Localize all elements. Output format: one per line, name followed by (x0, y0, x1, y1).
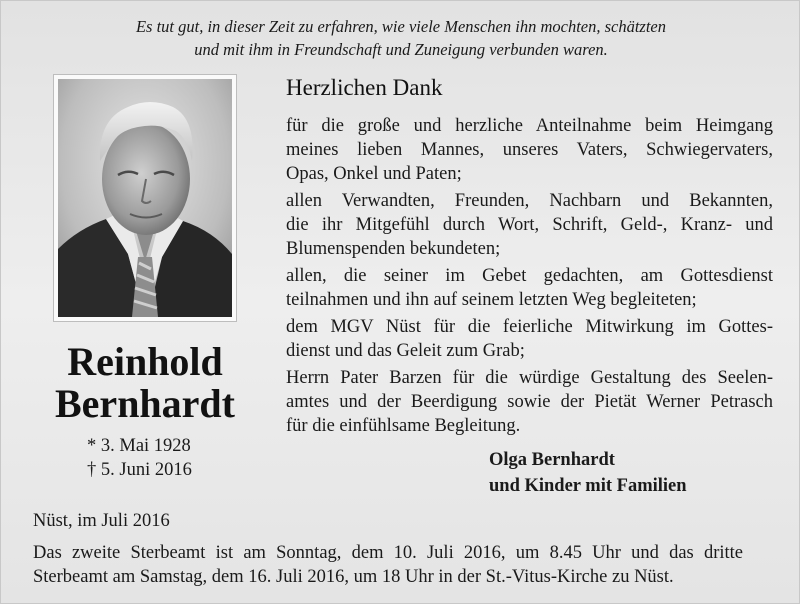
memorial-quote (1, 15, 800, 61)
text-line: allen, die seiner im Gebet gedachten, am Gottesdienst (286, 266, 773, 286)
notice-line-2: Sterbeamt am Samstag, dem 16. Juli 2016, um 18 Uhr in der St.-Vitus-Kirche zu Nüst. (33, 567, 674, 587)
text-line: allen Verwandten, Freunden, Nachbarn und Bekannten, (286, 191, 773, 211)
text-line: die ihr Mitgefühl durch Wort, Schrift, Geld-, Kranz- und (286, 215, 773, 235)
thanks-paragraph (286, 264, 773, 312)
text-line: für die einfühlsame Begleitung. (286, 416, 521, 436)
text-line: dem MGV Nüst für die feierliche Mitwirkung im Gottes- (286, 317, 773, 337)
text-line: Herrn Pater Barzen für die würdige Gestaltung des Seelen- (286, 368, 773, 388)
deceased-name (29, 341, 261, 425)
last-name: Bernhardt (55, 381, 235, 426)
thanks-heading: Herzlichen Dank (286, 75, 443, 100)
signature (489, 447, 687, 499)
text-line: Opas, Onkel und Paten; (286, 164, 462, 184)
life-dates (87, 434, 267, 482)
thanks-paragraph (286, 366, 773, 438)
thanks-paragraph (286, 189, 773, 261)
notice-line-1: Das zweite Sterbeamt ist am Sonntag, dem 10. Juli 2016, um 8.45 Uhr und das dritte (33, 543, 743, 563)
signature-family: und Kinder mit Familien (489, 476, 687, 496)
thanks-paragraph (286, 114, 773, 186)
death-date: † 5. Juni 2016 (87, 460, 192, 480)
service-notice (33, 541, 743, 589)
text-line: dienst und das Geleit zum Grab; (286, 341, 525, 361)
thanks-text (286, 114, 773, 441)
thanks-paragraph (286, 315, 773, 363)
portrait-image (58, 79, 232, 317)
place-date: Nüst, im Juli 2016 (33, 511, 170, 531)
quote-line-2: und mit ihm in Freundschaft und Zuneigung verbunden waren. (194, 40, 608, 59)
signature-name: Olga Bernhardt (489, 450, 615, 470)
text-line: teilnahmen und ihn auf seinem letzten Weg begleiteten; (286, 290, 697, 310)
first-name: Reinhold (67, 339, 223, 384)
text-line: für die große und herzliche Anteilnahme beim Heimgang (286, 116, 773, 136)
text-line: amtes und der Beerdigung sowie der Pietät Werner Petrasch (286, 392, 773, 412)
quote-line-1: Es tut gut, in dieser Zeit zu erfahren, wie viele Menschen ihn mochten, schätzten (135, 17, 667, 36)
birth-date: * 3. Mai 1928 (87, 436, 191, 456)
text-line: meines lieben Mannes, unseres Vaters, Schwiegervaters, (286, 140, 773, 160)
text-line: Blumenspenden bekundeten; (286, 239, 501, 259)
portrait-photo (53, 74, 237, 322)
